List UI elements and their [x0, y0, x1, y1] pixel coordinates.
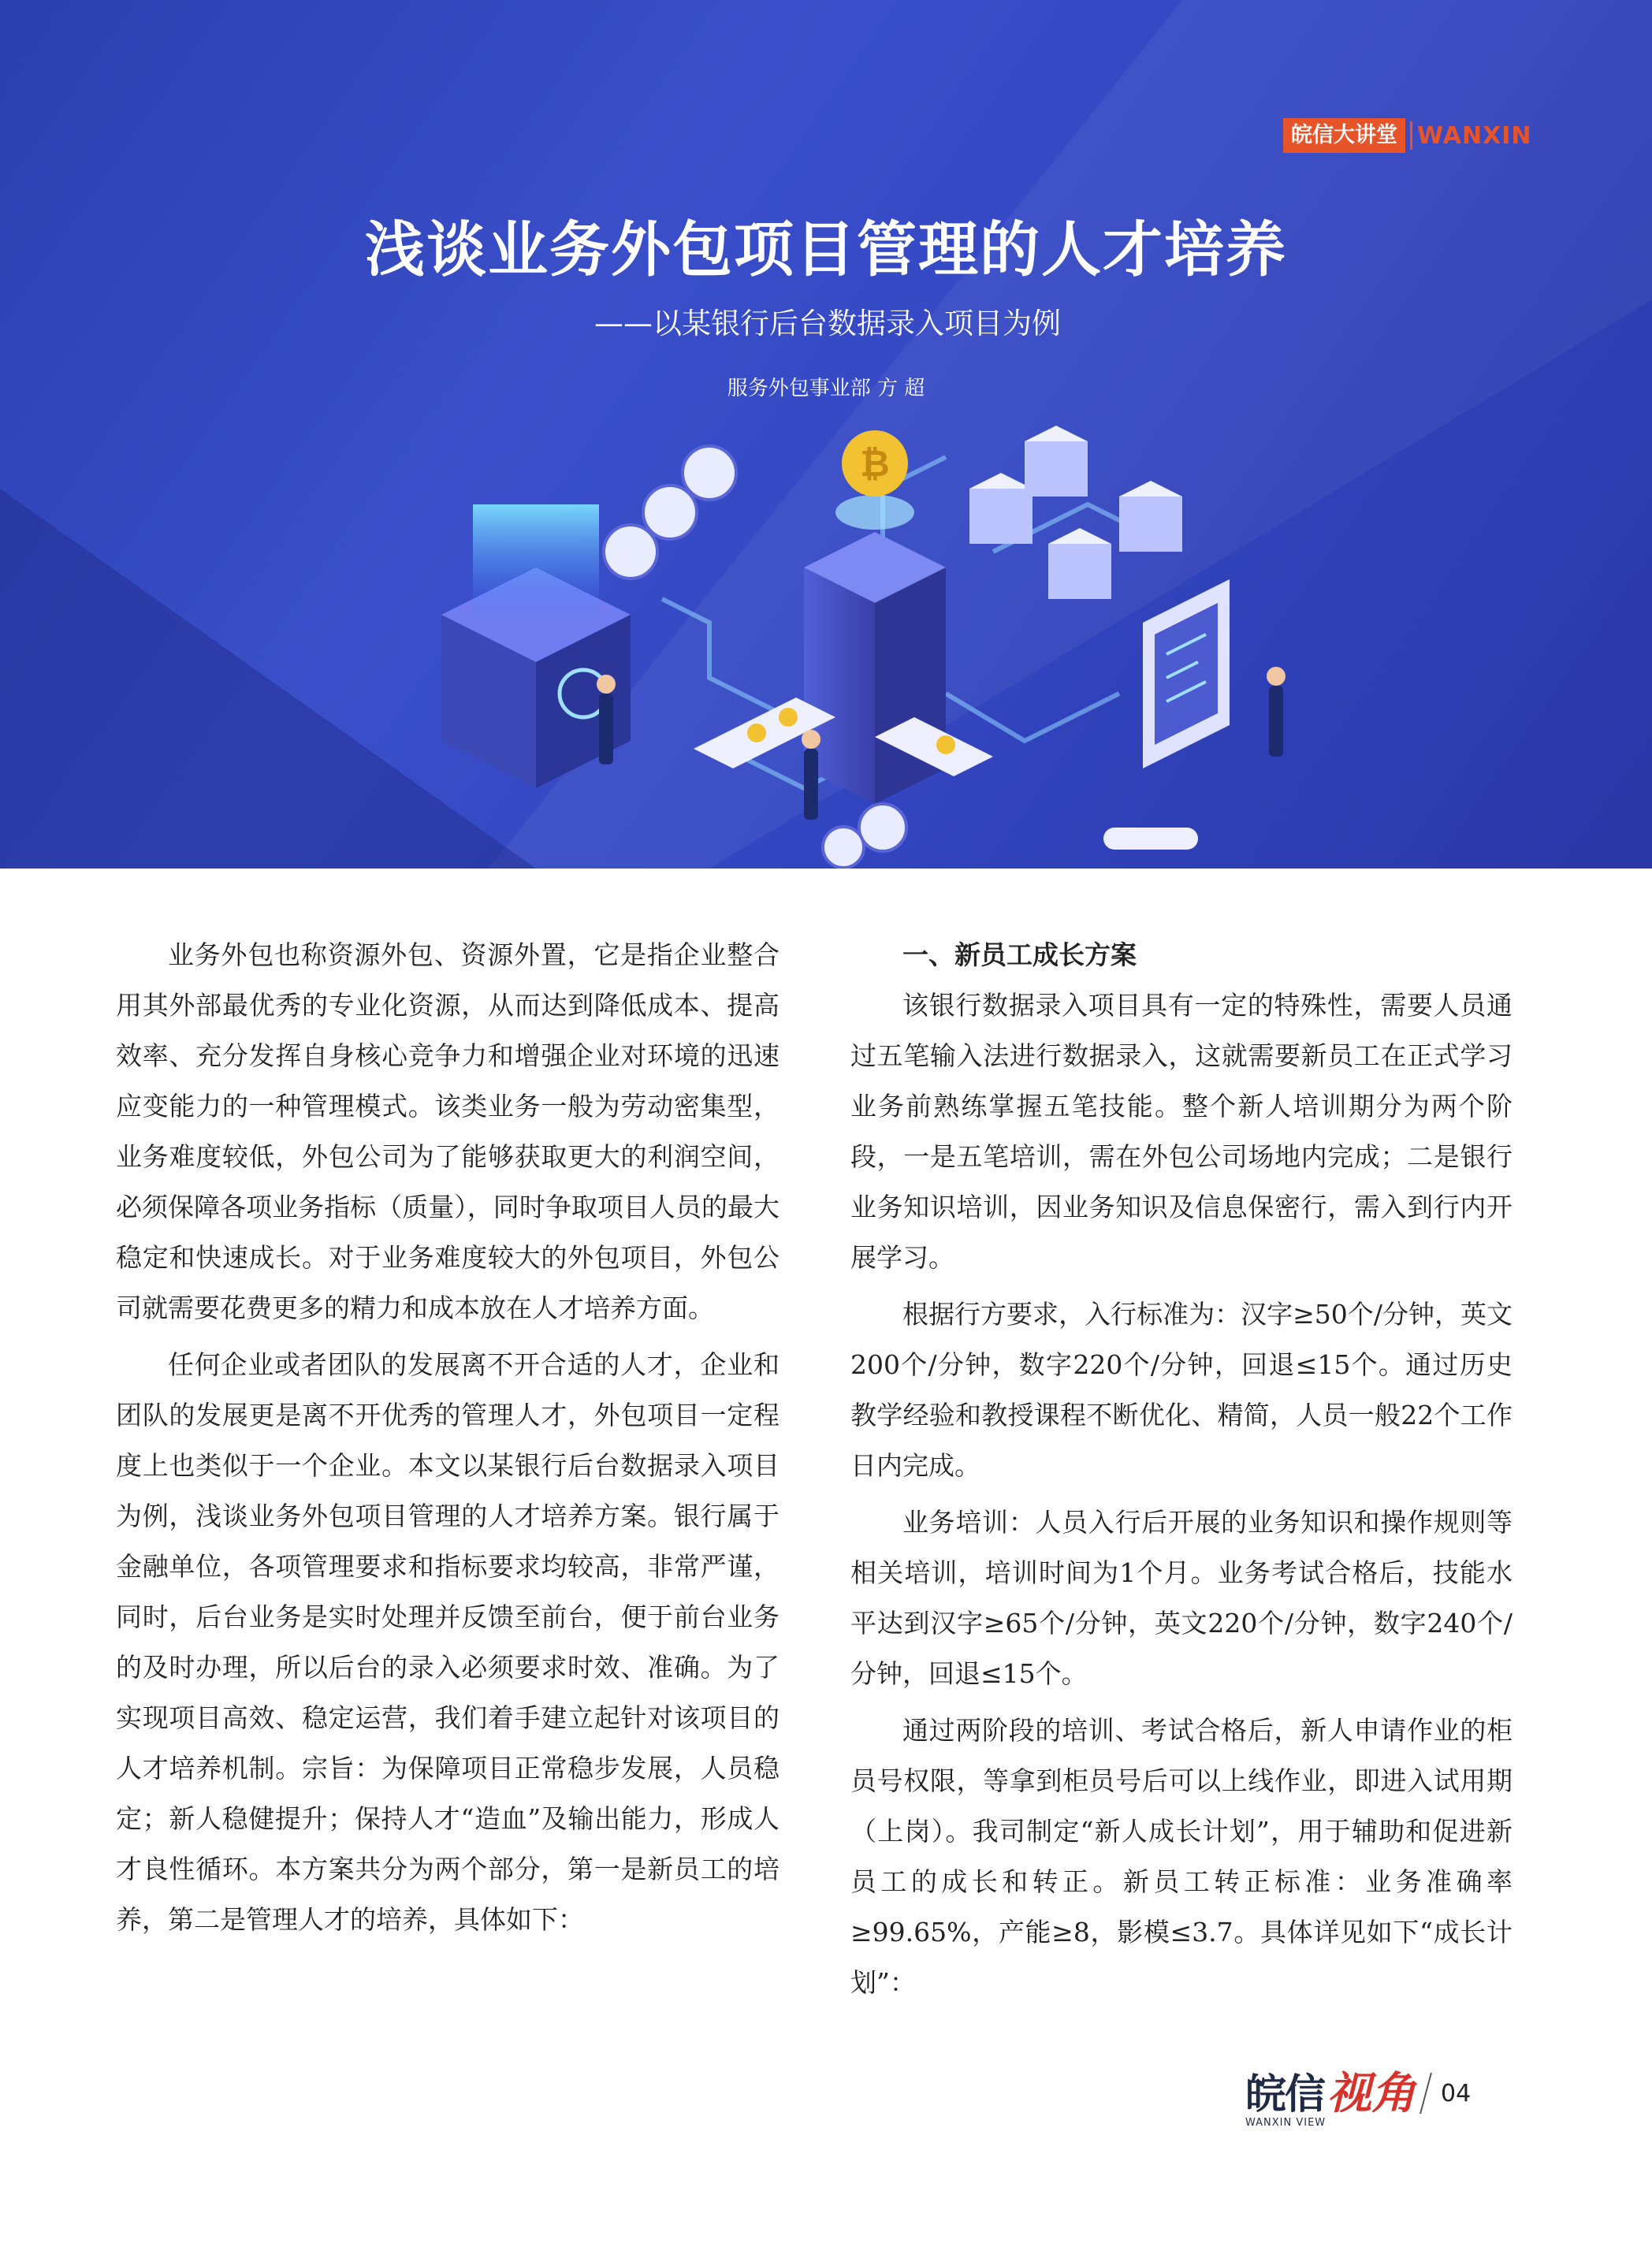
page-footer [1245, 2062, 1472, 2129]
section-tag-divider [1410, 121, 1412, 150]
section-tag-cn: 皖信大讲堂 [1283, 118, 1405, 153]
page-number: 04 [1441, 2079, 1472, 2107]
paragraph: 业务外包也称资源外包、资源外置，它是指企业整合用其外部最优秀的专业化资源，从而达到降低成本、提高效率、充分发挥自身核心竞争力和增强企业对环境的迅速应变能力的一种管理模式。该类业务一般为劳动密集型，业务难度较低，外包公司为了能够获取更大的利润空间，必须保障各项业务指标（质量），同时争取项目人员的最大稳定和快速成长。对于业务难度较大的外包项目，外包公司就需要花费更多的精力和成本放在人才培养方面。 [116, 939, 779, 1323]
paragraph: 该银行数据录入项目具有一定的特殊性，需要人员通过五笔输入法进行数据录入，这就需要新员工在正式学习业务前熟练掌握五笔技能。整个新人培训期分为两个阶段，一是五笔培训，需在外包公司场地内完成；二是银行业务知识培训，因业务知识及信息保密行，需入到行内开展学习。 [850, 990, 1512, 1273]
logo-text-cn-2: 视角 [1327, 2066, 1416, 2119]
section-tag [1283, 118, 1531, 153]
right-column [850, 930, 1512, 2014]
footer-divider [1419, 2073, 1432, 2114]
left-column [116, 930, 779, 1951]
paragraph: 根据行方要求，入行标准为：汉字≥50个/分钟，英文200个/分钟，数字220个/分钟，回退≤15个。通过历史教学经验和教授课程不断优化、精简，人员一般22个工作日内完成。 [850, 1299, 1512, 1481]
paragraph: 业务培训：人员入行后开展的业务知识和操作规则等相关培训，培训时间为1个月。业务考试合格后，技能水平达到汉字≥65个/分钟，英文220个/分钟，数字240个/分钟，回退≤15个。 [850, 1507, 1512, 1689]
section-tag-en: WANXIN [1417, 121, 1532, 150]
svg-text:₿: ₿ [860, 442, 890, 485]
article-author: 服务外包事业部 方 超 [727, 377, 925, 400]
paragraph: 通过两阶段的培训、考试合格后，新人申请作业的柜员号权限，等拿到柜员号后可以上线作业，即进入试用期（上岗）。我司制定“新人成长计划”，用于辅助和促进新员工的成长和转正。新员工转正标准：业务准确率≥99.65%，产能≥8，影模≤3.7。具体详见如下“成长计划”： [850, 1715, 1512, 1998]
article-title: 浅谈业务外包项目管理的人才培养 [365, 214, 1287, 285]
paragraph: 任何企业或者团队的发展离不开合适的人才，企业和团队的发展更是离不开优秀的管理人才，外包项目一定程度上也类似于一个企业。本文以某银行后台数据录入项目为例，浅谈业务外包项目管理的人才培养方案。银行属于金融单位，各项管理要求和指标要求均较高，非常严谨，同时，后台业务是实时处理并反馈至前台，便于前台业务的及时办理，所以后台的录入必须要求时效、准确。为了实现项目高效、稳定运营，我们着手建立起针对该项目的人才培养机制。宗旨：为保障项目正常稳步发展，人员稳定；新人稳健提升；保持人才“造血”及输出能力，形成人才良性循环。本方案共分为两个部分，第一是新员工的培养，第二是管理人才的培养，具体如下： [116, 1349, 779, 1935]
dashboard-monitor-illustration [1143, 579, 1230, 768]
hero-banner [0, 0, 1652, 869]
magazine-logo [1245, 2059, 1416, 2129]
article-subtitle: ——以某银行后台数据录入项目为例 [594, 307, 1061, 340]
logo-text-cn-1: 皖信 [1245, 2070, 1325, 2119]
logo-text-en: WANXIN VIEW [1245, 2116, 1326, 2129]
section-heading: 一、新员工成长方案 [902, 939, 1137, 970]
